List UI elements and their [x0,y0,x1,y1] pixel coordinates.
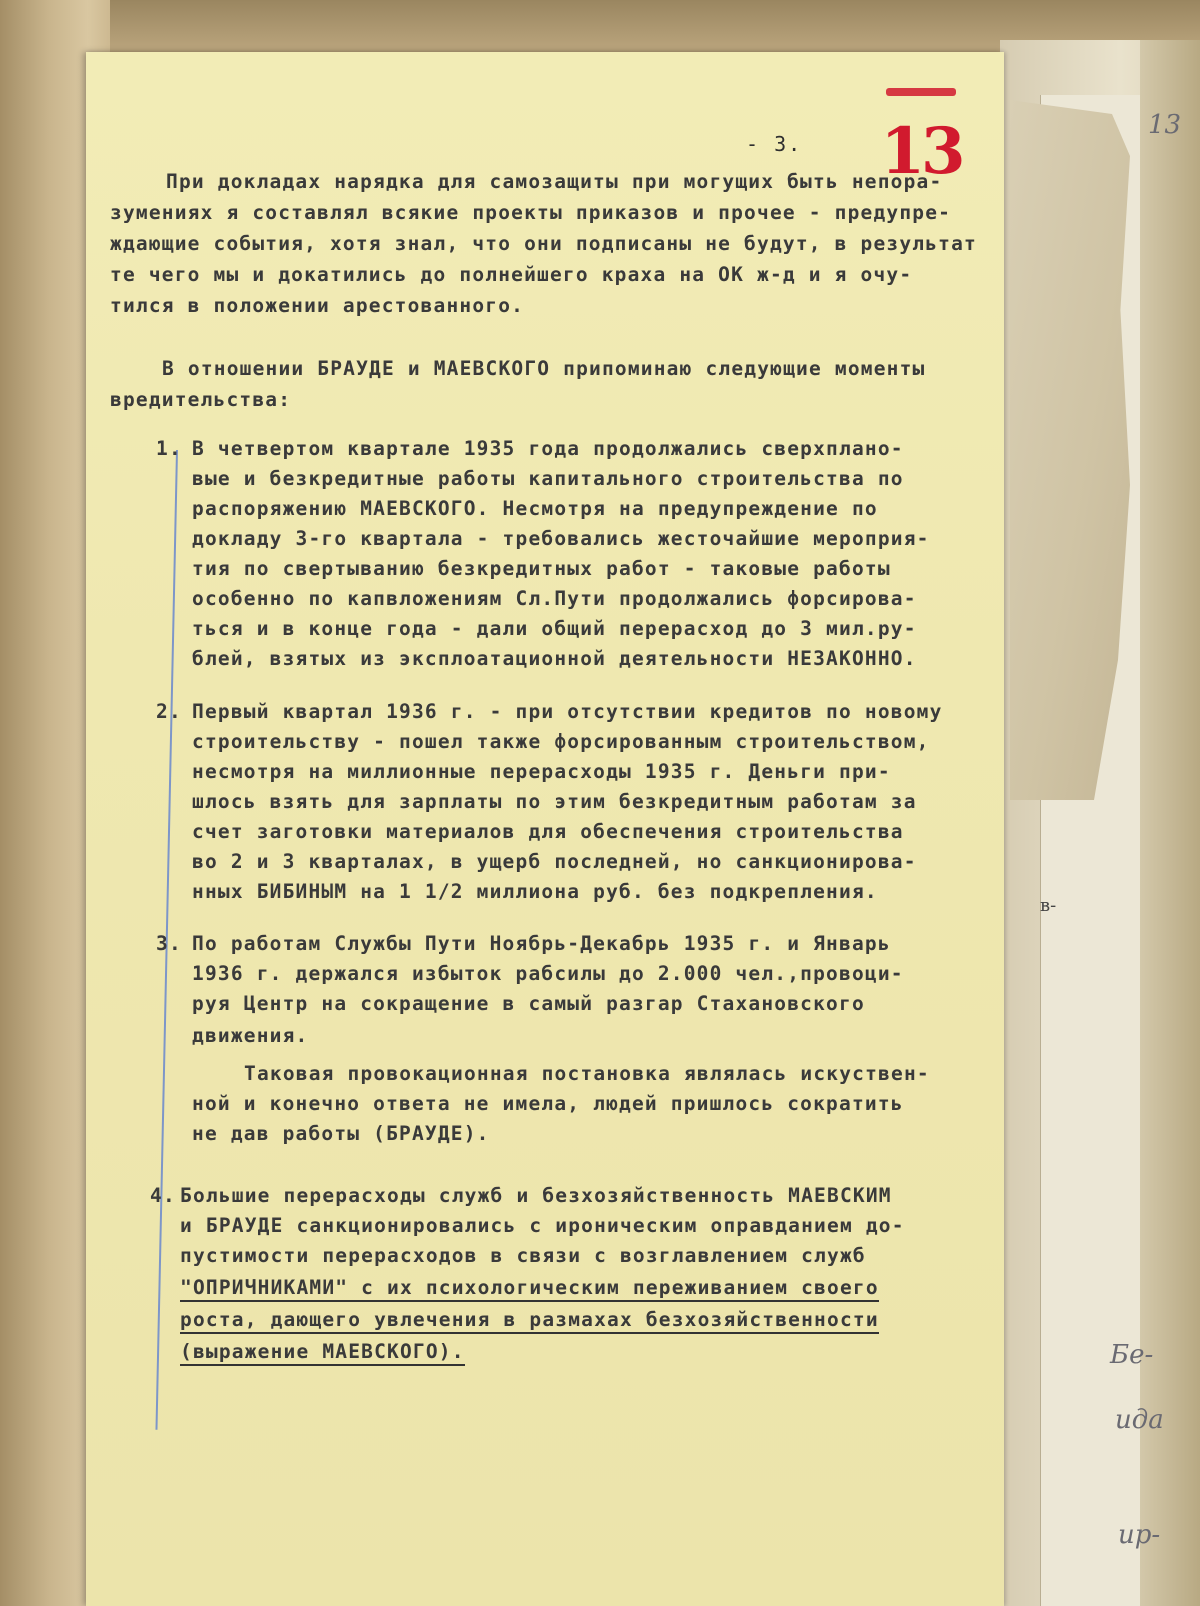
text-line: В отношении БРАУДЕ и МАЕВСКОГО припоминаю следующие моменты [162,357,926,380]
text-line: зумениях я составлял всякие проекты приказов и прочее - предупре- [110,201,952,224]
text-line: шлось взять для зарплаты по этим безкредитным работам за [192,790,917,813]
text-line: ться и в конце года - дали общий перерасход до 3 мил.ру- [192,617,917,640]
list-item-3 [156,932,996,1145]
text-line: счет заготовки материалов для обеспечения строительства [192,820,904,843]
torn-paper-flap [1010,100,1130,800]
handwritten-note-3: ир- [1118,1520,1161,1550]
text-line: строительству - пошел также форсированным строительством, [192,730,930,753]
text-line: и БРАУДЕ санкционировались с ироническим оправданием до- [180,1214,905,1237]
text-line: тился в положении арестованного. [110,294,525,317]
intro-paragraph [110,170,990,330]
text-line: блей, взятых из эксплоатационной деятельности НЕЗАКОННО. [192,647,917,670]
text-line: тия по свертыванию безкредитных работ - таковые работы [192,557,891,580]
list-item-number: 4. [150,1184,176,1207]
list-item-number: 2. [156,700,182,723]
underlined-text-line: роста, дающего увлечения в размахах безхозяйственности [180,1308,879,1334]
text-line: Таковая провокационная постановка являлась искуствен- [244,1062,930,1085]
page-number: - 3. [746,132,803,156]
relation-paragraph [110,357,990,417]
text-line: несмотря на миллионные перерасходы 1935 г. Деньги при- [192,760,891,783]
text-line: руя Центр на сокращение в самый разгар Стахановского [192,992,865,1015]
text-line: ной и конечно ответа не имела, людей пришлось сократить [192,1092,904,1115]
text-line: во 2 и 3 кварталах, в ущерб последней, но санкционирова- [192,850,917,873]
text-line: ждающие события, хотя знал, что они подписаны не будут, в результат [110,232,977,255]
text-line: вредительства: [110,388,292,411]
underlined-text-line: "ОПРИЧНИКАМИ" с их психологическим переживанием своего [180,1276,879,1302]
text-line: Большие перерасходы служб и безхозяйственность МАЕВСКИМ [180,1184,892,1207]
text-line: В четвертом квартале 1935 года продолжались сверхплано- [192,437,904,460]
underlined-text-line: (выражение МАЕВСКОГО). [180,1340,465,1366]
text-line: нных БИБИНЫМ на 1 1/2 миллиона руб. без подкрепления. [192,880,878,903]
text-line: движения. [192,1024,309,1047]
list-item-1 [156,437,996,687]
text-line: распоряжению МАЕВСКОГО. Несмотря на предупреждение по [192,497,878,520]
folder-right-edge [1140,40,1200,1606]
text-line: По работам Службы Пути Ноябрь-Декабрь 1935 г. и Январь [192,932,891,955]
handwritten-page-number: 13 [1148,110,1182,140]
handwritten-note-2: ида [1115,1405,1164,1435]
text-line: Первый квартал 1936 г. - при отсутствии кредитов по новому [192,700,943,723]
list-item-2 [156,700,996,920]
text-line: пустимости перерасходов в связи с возглавлением служб [180,1244,866,1267]
red-stamp-mark [886,88,956,96]
text-line: вые и безкредитные работы капитального строительства по [192,467,904,490]
text-line: докладу 3-го квартала - требовались жесточайшие мероприя- [192,527,930,550]
text-line: не дав работы (БРАУДЕ). [192,1122,490,1145]
underlying-text-fragment: в- [1040,895,1057,916]
text-line: те чего мы и докатились до полнейшего краха на ОК ж-д и я очу- [110,263,913,286]
handwritten-note-1: Бе- [1110,1340,1154,1370]
list-item-number: 1. [156,437,182,460]
typed-document-page [86,52,1004,1606]
list-item-number: 3. [156,932,182,955]
list-item-4 [150,1184,1000,1384]
red-folio-number: 13 [880,114,962,189]
text-line: особенно по капвложениям Сл.Пути продолжались форсирова- [192,587,917,610]
text-line: При докладах нарядка для самозащиты при могущих быть непора- [166,170,943,193]
text-line: 1936 г. держался избыток рабсилы до 2.000 чел.,провоци- [192,962,904,985]
